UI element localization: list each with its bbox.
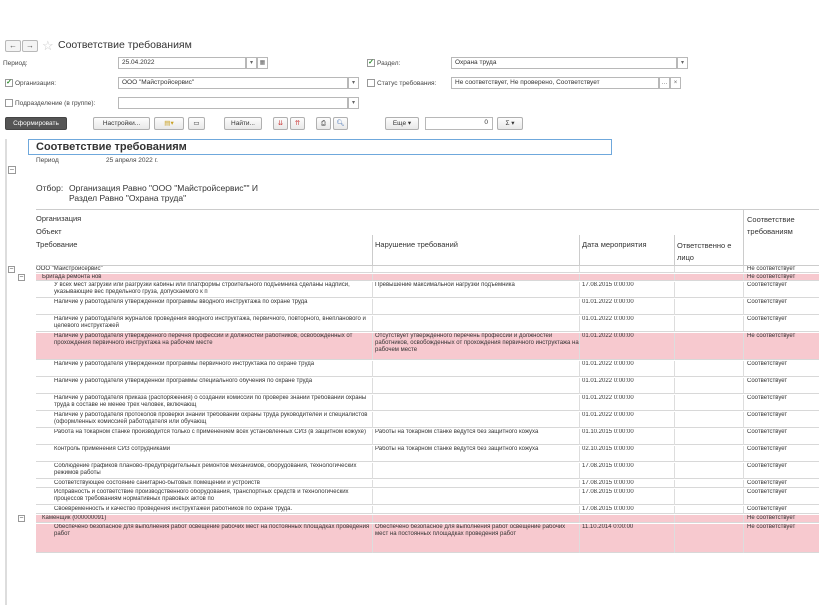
requirement-cell: Наличие у работодателя утвержденной программы первичного инструктажа по охране труда [54, 361, 315, 367]
violation-cell [375, 274, 579, 281]
star-icon[interactable]: ☆ [42, 38, 54, 53]
date-cell [582, 274, 674, 281]
requirement-cell: Каменщик (000000091) [42, 515, 107, 521]
header-date: Дата мероприятия [582, 240, 647, 249]
chevron-down-icon: ▾ [351, 80, 355, 86]
date-cell: 01.01.2022 0:00:00 [582, 361, 634, 367]
table-row[interactable] [36, 299, 819, 315]
violation-cell [375, 395, 579, 411]
report-period-value: 25 апреля 2022 г. [106, 157, 158, 164]
violation-cell: Работы на токарном станке ведутся без защитного кожуха [375, 429, 539, 435]
header-responsible: Ответственно е лицо [677, 241, 732, 262]
status-cell: Не соответствует [747, 274, 796, 280]
violation-cell [375, 316, 579, 332]
violation-cell [375, 489, 579, 505]
group-toggle[interactable]: – [9, 266, 14, 272]
table-row[interactable] [36, 266, 819, 273]
back-button[interactable] [5, 40, 21, 52]
find-button[interactable]: Найти... [224, 117, 262, 130]
requirement-cell: Работа на токарном станке производится только с применением всех установленных СИЗ (в защитном кожухе) [54, 429, 366, 435]
violation-cell [375, 506, 579, 514]
status-cell: Соответствует [747, 395, 788, 401]
date-cell: 01.01.2022 0:00:00 [582, 412, 634, 418]
date-cell: 17.08.2015 0:00:00 [582, 489, 634, 495]
status-cell: Соответствует [747, 446, 788, 452]
collapse-icon: ⇈ [294, 120, 301, 127]
preview-icon: 🔍︎ [336, 120, 345, 127]
header-org: Организация [36, 214, 82, 223]
status-cell: Соответствует [747, 489, 788, 495]
requirement-cell: Наличие у работодателя протоколов проверки знаний требований охраны труда руководителей и специалистов (оформленных комиссией работодателя или обучающ [54, 412, 368, 425]
date-cell: 01.01.2022 0:00:00 [582, 299, 634, 305]
report-title: Соответствие требованиям [36, 141, 187, 153]
table-row[interactable] [36, 524, 819, 553]
collapse-header-toggle[interactable]: – [8, 166, 16, 174]
chevron-down-icon: ▾ [249, 60, 253, 66]
requirement-cell: Наличие у работодателя утвержденного перечня профессий и должностей работников, освобожденных от прохождения первичного инструктажа на рабочем месте [54, 333, 353, 346]
status-checkbox[interactable] [367, 79, 375, 87]
status-cell: Соответствует [747, 361, 788, 367]
requirement-cell: Бригада ремонта нов [42, 274, 102, 280]
table-row[interactable] [36, 316, 819, 332]
status-cell: Не соответствует [747, 515, 796, 521]
violation-cell [375, 299, 579, 315]
requirement-cell: Наличие у работодателя утвержденной программы специального обучения по охране труда [54, 378, 313, 384]
violation-cell [375, 361, 579, 377]
more-label: Еще [392, 120, 407, 127]
table-row[interactable] [36, 412, 819, 428]
violation-cell [375, 378, 579, 394]
table-row[interactable] [36, 515, 819, 523]
table-row[interactable] [36, 506, 819, 514]
org-input[interactable]: ООО "Майстройсервис" [118, 77, 348, 89]
period-label: Период: [3, 60, 28, 67]
report-period-label: Период [36, 157, 59, 164]
variants-button[interactable] [154, 117, 184, 130]
date-cell: 01.10.2015 0:00:00 [582, 429, 634, 435]
status-cell: Соответствует [747, 412, 788, 418]
status-cell: Соответствует [747, 282, 788, 288]
date-cell: 11.10.2014 0:00:00 [582, 524, 634, 530]
table-row[interactable] [36, 429, 819, 445]
violation-cell [375, 480, 579, 488]
date-cell [582, 266, 674, 273]
date-cell: 17.08.2015 0:00:00 [582, 506, 634, 512]
page-title: Соответствие требованиям [58, 39, 192, 51]
date-cell: 17.08.2015 0:00:00 [582, 463, 634, 469]
violation-cell: Превышение максимальной нагрузки подъемника [375, 282, 515, 288]
arrow-left-icon: ← [9, 41, 17, 50]
section-input[interactable]: Охрана труда [451, 57, 677, 69]
requirement-cell: Исправность и соответствие производственного оборудования, транспортных средств и технологических процессов требованиям нормативных правовых актов по [54, 489, 349, 502]
table-row[interactable] [36, 395, 819, 411]
group-toggle[interactable]: – [19, 274, 24, 280]
requirement-cell: ООО "Майстройсервис" [36, 266, 103, 272]
violation-cell: Отсутствует утвержденного перечень профессий и должностей работников, освобожденных от прохождения первичного инструктажа на рабочем месте [375, 333, 579, 353]
table-row[interactable] [36, 333, 819, 360]
report-area[interactable] [5, 139, 831, 605]
section-checkbox[interactable]: ✓ [368, 59, 374, 66]
status-cell: Соответствует [747, 480, 788, 486]
violation-cell [375, 515, 579, 523]
org-checkbox[interactable]: ✓ [6, 79, 12, 86]
ellipsis-icon: … [661, 80, 668, 86]
preview-button[interactable] [333, 117, 348, 130]
subdiv-dropdown[interactable] [348, 97, 359, 109]
status-cell: Соответствует [747, 506, 788, 512]
violation-cell [375, 412, 579, 428]
table-row[interactable] [36, 274, 819, 281]
table-row[interactable] [36, 480, 819, 488]
status-label: Статус требования: [377, 80, 437, 87]
expand-groups-button[interactable] [273, 117, 288, 130]
filter-line-2: Раздел Равно "Охрана труда" [69, 193, 187, 203]
section-dropdown[interactable] [677, 57, 688, 69]
settings-button[interactable]: Настройки... [93, 117, 150, 130]
status-cell: Не соответствует [747, 266, 796, 272]
subdiv-label: Подразделение (в группе): [15, 100, 96, 107]
close-icon: × [673, 80, 678, 86]
subdiv-checkbox[interactable] [5, 99, 13, 107]
status-cell: Соответствует [747, 378, 788, 384]
date-cell: 01.01.2022 0:00:00 [582, 378, 634, 384]
filter-label: Отбор: [36, 183, 64, 193]
status-cell: Не соответствует [747, 333, 796, 339]
date-cell: 17.08.2015 0:00:00 [582, 282, 634, 288]
requirement-cell: У всех мест загрузки или разгрузки кабины или платформы строительного подъемника сделаны надписи, указывающие вес предельного груза, допускаемого к п [54, 282, 350, 295]
org-dropdown[interactable] [348, 77, 359, 89]
requirement-cell: Наличие у работодателя журналов проведения вводного инструктажа, первичного, повторного, внепланового и целевого инструктажей [54, 316, 366, 329]
chevron-down-icon: ▾ [351, 100, 355, 106]
panel-icon: ▭ [193, 120, 200, 127]
table-row[interactable] [36, 378, 819, 394]
report-variant-icon: ▤▾ [164, 120, 174, 127]
requirement-cell: Соответствующее состояние санитарно-бытовых помещений и устройств [54, 480, 260, 486]
generate-button[interactable]: Сформировать [5, 117, 67, 130]
requirement-cell: Своевременность и качество проведения инструктажей работников по охране труда. [54, 506, 293, 512]
violation-cell [375, 463, 579, 479]
status-cell: Соответствует [747, 299, 788, 305]
printer-icon: ⎙ [320, 120, 327, 127]
date-cell: 01.01.2022 0:00:00 [582, 316, 634, 322]
print-button[interactable] [316, 117, 331, 130]
violation-cell: Работы на токарном станке ведутся без защитного кожуха [375, 446, 539, 452]
header-compliance: Соответствие требованиям [747, 215, 795, 236]
arrow-right-icon: → [26, 41, 34, 50]
requirement-cell: Наличие у работодателя приказа (распоряжения) о создании комиссии по проверке знаний требований охраны труда в составе не менее трех человек, включающ [54, 395, 367, 408]
more-button[interactable]: Еще ▾ [385, 117, 419, 130]
table-row[interactable] [36, 282, 819, 298]
status-cell: Не соответствует [747, 524, 796, 530]
sigma-icon: Σ ▾ [505, 120, 515, 127]
table-row[interactable] [36, 489, 819, 505]
filter-line-1: Организация Равно "ООО "Майстройсервис"" И [69, 183, 258, 193]
header-violation: Нарушение требований [375, 240, 458, 249]
sum-button[interactable] [497, 117, 523, 130]
date-cell: 01.01.2022 0:00:00 [582, 333, 634, 339]
group-toggle[interactable]: – [19, 515, 24, 521]
requirement-cell: Обеспечено безопасное для выполнения работ освещение рабочих мест на постоянных площадках проведения работ [54, 524, 370, 537]
violation-cell: Обеспечено безопасное для выполнения работ освещение рабочих мест на постоянных площадках проведения работ [375, 524, 566, 537]
requirement-cell: Соблюдение графиков планово-предупредительных ремонтов механизмов, оборудования, технологических режимов работы [54, 463, 357, 476]
status-input[interactable]: Не соответствует, Не проверено, Соответствует [451, 77, 659, 89]
collapse-groups-button[interactable] [290, 117, 305, 130]
panel-toggle-button[interactable] [188, 117, 205, 130]
period-input[interactable]: 25.04.2022 [118, 57, 246, 69]
report-title-cell [28, 139, 612, 155]
section-label: Раздел: [377, 60, 401, 67]
violation-cell [375, 266, 579, 273]
requirement-cell: Наличие у работодателя утвержденной программы вводного инструктажа по охране труда [54, 299, 308, 305]
chevron-down-icon: ▾ [680, 60, 684, 66]
table-row[interactable] [36, 361, 819, 377]
expand-icon: ⇊ [277, 120, 284, 127]
status-cell: Соответствует [747, 463, 788, 469]
calendar-button[interactable] [257, 57, 268, 69]
header-requirement: Требование [36, 240, 78, 249]
org-label: Организация: [15, 80, 57, 87]
calendar-icon: ▦ [259, 60, 266, 66]
sum-field: 0 [425, 117, 493, 130]
table-row[interactable] [36, 446, 819, 462]
forward-button[interactable] [22, 40, 38, 52]
status-cell: Соответствует [747, 429, 788, 435]
requirement-cell: Контроль применения СИЗ сотрудниками [54, 446, 171, 452]
header-object: Объект [36, 227, 62, 236]
table-row[interactable] [36, 463, 819, 479]
period-dropdown[interactable] [246, 57, 257, 69]
status-clear-button[interactable] [670, 77, 681, 89]
status-cell: Соответствует [747, 316, 788, 322]
date-cell: 02.10.2015 0:00:00 [582, 446, 634, 452]
status-dropdown[interactable] [659, 77, 670, 89]
date-cell: 17.08.2015 0:00:00 [582, 480, 634, 486]
date-cell [582, 515, 674, 523]
date-cell: 01.01.2022 0:00:00 [582, 395, 634, 401]
subdiv-input[interactable] [118, 97, 348, 109]
